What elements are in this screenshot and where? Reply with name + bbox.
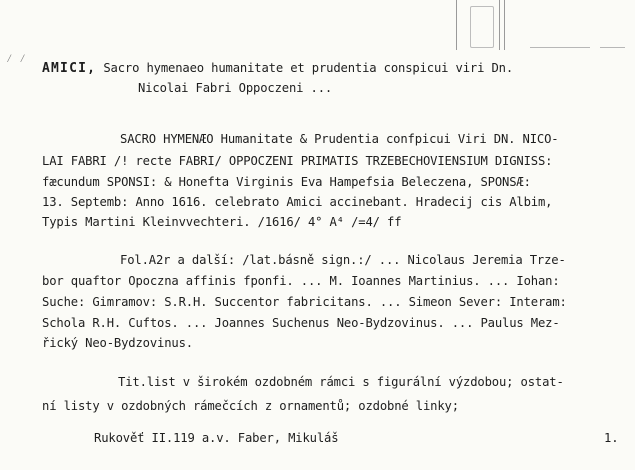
contents-line-4: Schola R.H. Cuftos. ... Joannes Suchenus Neo-Bydzovinus. ... Paulus Mez- <box>42 316 560 330</box>
scan-mark-top-left: ⁄ ⁄ <box>6 52 26 65</box>
contents-line-3: Suche: Gimramov: S.R.H. Succentor fabricitans. ... Simeon Sever: Interam: <box>42 295 567 309</box>
reference-line: Rukověť II.119 a.v. Faber, Mikuláš <box>94 431 339 445</box>
description-line-1: Tit.list v širokém ozdobném rámci s figurální výzdobou; ostat- <box>118 375 564 389</box>
title-line-1: SACRO HYMENÆO Humanitate & Prudentia confpicui Viri DN. NICO- <box>120 132 559 146</box>
heading-line-2: Nicolai Fabri Oppoczeni ... <box>138 81 333 95</box>
heading-line-1 <box>42 60 513 77</box>
title-line-2: LAI FABRI /! recte FABRI/ OPPOCZENI PRIMATIS TRZEBECHOVIENSIUM DIGNISS: <box>42 154 553 168</box>
title-line-4: 13. Septemb: Anno 1616. celebrato Amici accinebant. Hradecij cis Albim, <box>42 195 553 209</box>
scan-marks-top-right <box>450 0 635 60</box>
title-line-5: Typis Martini Kleinvvechteri. /1616/ 4° A⁴ /=4/ ff <box>42 215 402 229</box>
description-line-2: ní listy v ozdobných rámečcích z ornamentů; ozdobné linky; <box>42 399 459 413</box>
contents-line-1: Fol.A2r a další: /lat.básně sign.:/ ... Nicolaus Jeremia Trze- <box>120 253 566 267</box>
heading-tag: AMICI, <box>42 61 97 76</box>
title-line-3: fæcundum SPONSI: & Honefta Virginis Eva Hampefsia Beleczena, SPONSÆ: <box>42 175 531 189</box>
heading-line-1-rest: Sacro hymenaeo humanitate et prudentia conspicui viri Dn. <box>103 61 514 75</box>
contents-line-5: řický Neo-Bydzovinus. <box>42 336 193 350</box>
contents-line-2: bor quaftor Opoczna affinis fponfi. ... M. Ioannes Martinius. ... Iohan: <box>42 274 560 288</box>
card-number: 1. <box>604 431 619 445</box>
